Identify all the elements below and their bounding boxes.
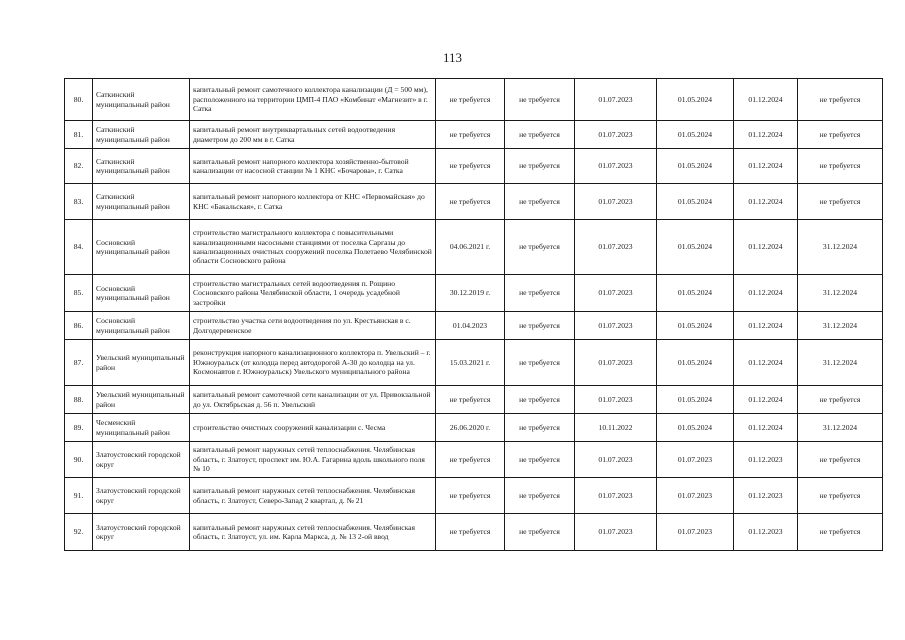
end-date-cell: 01.12.2024 [734,340,798,386]
intermediate-date-cell: 01.07.2023 [657,478,734,514]
start-date-cell: 01.07.2023 [575,121,657,149]
start-date-cell: 10.11.2022 [575,414,657,442]
end-date-cell: 01.12.2024 [734,121,798,149]
work-description: капитальный ремонт напорного коллектора хозяйственно-бытовой канализации от насосной станции № 1 КНС «Бочарова», г. Сатка [190,149,436,184]
row-number: 85. [65,275,93,312]
design-documentation-cell: не требуется [436,121,505,149]
intermediate-date-cell: 01.05.2024 [657,340,734,386]
design-documentation-cell: 04.06.2021 г. [436,220,505,275]
intermediate-date-cell: 01.05.2024 [657,79,734,121]
start-date-cell: 01.07.2023 [575,478,657,514]
expertise-cell: не требуется [505,340,575,386]
design-documentation-cell: не требуется [436,79,505,121]
municipality-name: Златоустовский городской округ [93,478,190,514]
municipality-name: Сосновский муниципальный район [93,220,190,275]
intermediate-date-cell: 01.05.2024 [657,414,734,442]
intermediate-date-cell: 01.05.2024 [657,121,734,149]
intermediate-date-cell: 01.07.2023 [657,442,734,478]
municipality-name: Саткинский муниципальный район [93,149,190,184]
commissioning-cell: 31.12.2024 [798,312,883,340]
municipality-name: Златоустовский городской округ [93,514,190,551]
expertise-cell: не требуется [505,414,575,442]
work-description: реконструкция напорного канализационного коллектора п. Увельский – г. Южноуральск (от колодца перед автодорогой А-30 до колодца на ул. Космонавтов г. Южноуральск) Увельского муниципального района [190,340,436,386]
table-row [65,312,883,340]
commissioning-cell: 31.12.2024 [798,275,883,312]
end-date-cell: 01.12.2024 [734,149,798,184]
design-documentation-cell: 30.12.2019 г. [436,275,505,312]
commissioning-cell: не требуется [798,79,883,121]
start-date-cell: 01.07.2023 [575,220,657,275]
expertise-cell: не требуется [505,79,575,121]
commissioning-cell: не требуется [798,184,883,220]
table-row [65,275,883,312]
row-number: 91. [65,478,93,514]
municipality-name: Сосновский муниципальный район [93,312,190,340]
work-description: строительство магистральных сетей водоотведения п. Рощино Сосновского района Челябинской области, 1 очередь усадебной застройки [190,275,436,312]
end-date-cell: 01.12.2024 [734,386,798,414]
intermediate-date-cell: 01.05.2024 [657,275,734,312]
expertise-cell: не требуется [505,220,575,275]
commissioning-cell: не требуется [798,442,883,478]
work-description: капитальный ремонт напорного коллектора от КНС «Первомайская» до КНС «Бакальская», г. Сатка [190,184,436,220]
expertise-cell: не требуется [505,386,575,414]
work-description: капитальный ремонт самотечного коллектора канализации (Д = 500 мм), расположенного на территории ЦМП-4 ПАО «Комбинат «Магнезит» в г. Сатка [190,79,436,121]
row-number: 84. [65,220,93,275]
municipality-name: Саткинский муниципальный район [93,184,190,220]
table-row [65,184,883,220]
intermediate-date-cell: 01.05.2024 [657,184,734,220]
expertise-cell: не требуется [505,478,575,514]
design-documentation-cell: не требуется [436,184,505,220]
start-date-cell: 01.07.2023 [575,312,657,340]
end-date-cell: 01.12.2024 [734,414,798,442]
intermediate-date-cell: 01.05.2024 [657,149,734,184]
row-number: 80. [65,79,93,121]
design-documentation-cell: не требуется [436,478,505,514]
design-documentation-cell: не требуется [436,442,505,478]
expertise-cell: не требуется [505,514,575,551]
table-row [65,386,883,414]
work-description: капитальный ремонт внутриквартальных сетей водоотведения диаметром до 200 мм в г. Сатка [190,121,436,149]
design-documentation-cell: не требуется [436,514,505,551]
municipality-name: Чесменский муниципальный район [93,414,190,442]
end-date-cell: 01.12.2023 [734,442,798,478]
table-row [65,414,883,442]
expertise-cell: не требуется [505,312,575,340]
design-documentation-cell: 01.04.2023 [436,312,505,340]
end-date-cell: 01.12.2024 [734,79,798,121]
design-documentation-cell: не требуется [436,149,505,184]
start-date-cell: 01.07.2023 [575,340,657,386]
intermediate-date-cell: 01.05.2024 [657,386,734,414]
work-description: капитальный ремонт наружных сетей теплоснабжения. Челябинская область, г. Златоуст, проспект им. Ю.А. Гагарина вдоль школьного поля № 10 [190,442,436,478]
intermediate-date-cell: 01.05.2024 [657,312,734,340]
table-body [65,79,883,551]
municipality-name: Увельский муниципальный район [93,340,190,386]
expertise-cell: не требуется [505,442,575,478]
table-row [65,149,883,184]
end-date-cell: 01.12.2023 [734,514,798,551]
table-row [65,121,883,149]
commissioning-cell: не требуется [798,121,883,149]
municipality-name: Увельский муниципальный район [93,386,190,414]
start-date-cell: 01.07.2023 [575,184,657,220]
start-date-cell: 01.07.2023 [575,386,657,414]
work-description: капитальный ремонт наружных сетей теплоснабжения. Челябинская область, г. Златоуст, Северо-Запад 2 квартал, д. № 21 [190,478,436,514]
row-number: 92. [65,514,93,551]
table-row [65,478,883,514]
start-date-cell: 01.07.2023 [575,275,657,312]
end-date-cell: 01.12.2023 [734,478,798,514]
intermediate-date-cell: 01.05.2024 [657,220,734,275]
commissioning-cell: не требуется [798,514,883,551]
row-number: 83. [65,184,93,220]
commissioning-cell: не требуется [798,478,883,514]
table-row [65,514,883,551]
end-date-cell: 01.12.2024 [734,184,798,220]
row-number: 81. [65,121,93,149]
start-date-cell: 01.07.2023 [575,514,657,551]
start-date-cell: 01.07.2023 [575,442,657,478]
table-row [65,220,883,275]
design-documentation-cell: 15.03.2021 г. [436,340,505,386]
municipality-name: Сосновский муниципальный район [93,275,190,312]
expertise-cell: не требуется [505,184,575,220]
expertise-cell: не требуется [505,121,575,149]
row-number: 88. [65,386,93,414]
municipality-name: Златоустовский городской округ [93,442,190,478]
row-number: 86. [65,312,93,340]
row-number: 87. [65,340,93,386]
work-description: капитальный ремонт наружных сетей теплоснабжения. Челябинская область, г. Златоуст, ул. им. Карла Маркса, д. № 13 2-ой ввод [190,514,436,551]
municipality-name: Саткинский муниципальный район [93,121,190,149]
commissioning-cell: 31.12.2024 [798,220,883,275]
work-description: строительство очистных сооружений канализации с. Чесма [190,414,436,442]
end-date-cell: 01.12.2024 [734,312,798,340]
work-description: строительство участка сети водоотведения по ул. Крестьянская в с. Долгодеревенское [190,312,436,340]
end-date-cell: 01.12.2024 [734,275,798,312]
commissioning-cell: 31.12.2024 [798,414,883,442]
end-date-cell: 01.12.2024 [734,220,798,275]
expertise-cell: не требуется [505,275,575,312]
work-description: капитальный ремонт самотечной сети канализации от ул. Привокзальной до ул. Октябрьская д. 56 п. Увельский [190,386,436,414]
table-row [65,442,883,478]
design-documentation-cell: 26.06.2020 г. [436,414,505,442]
start-date-cell: 01.07.2023 [575,149,657,184]
table-row [65,79,883,121]
commissioning-cell: не требуется [798,149,883,184]
design-documentation-cell: не требуется [436,386,505,414]
table-row [65,340,883,386]
commissioning-cell: 31.12.2024 [798,340,883,386]
start-date-cell: 01.07.2023 [575,79,657,121]
expertise-cell: не требуется [505,149,575,184]
intermediate-date-cell: 01.07.2023 [657,514,734,551]
row-number: 90. [65,442,93,478]
municipality-name: Саткинский муниципальный район [93,79,190,121]
work-description: строительство магистрального коллектора с повысительными канализационными насосными станциями от поселка Саргазы до канализационных очистных сооружений поселка Полетаево Челябинской области Сосновского района [190,220,436,275]
schedule-table [64,78,883,551]
row-number: 82. [65,149,93,184]
page-number: 113 [442,50,463,65]
row-number: 89. [65,414,93,442]
commissioning-cell: не требуется [798,386,883,414]
